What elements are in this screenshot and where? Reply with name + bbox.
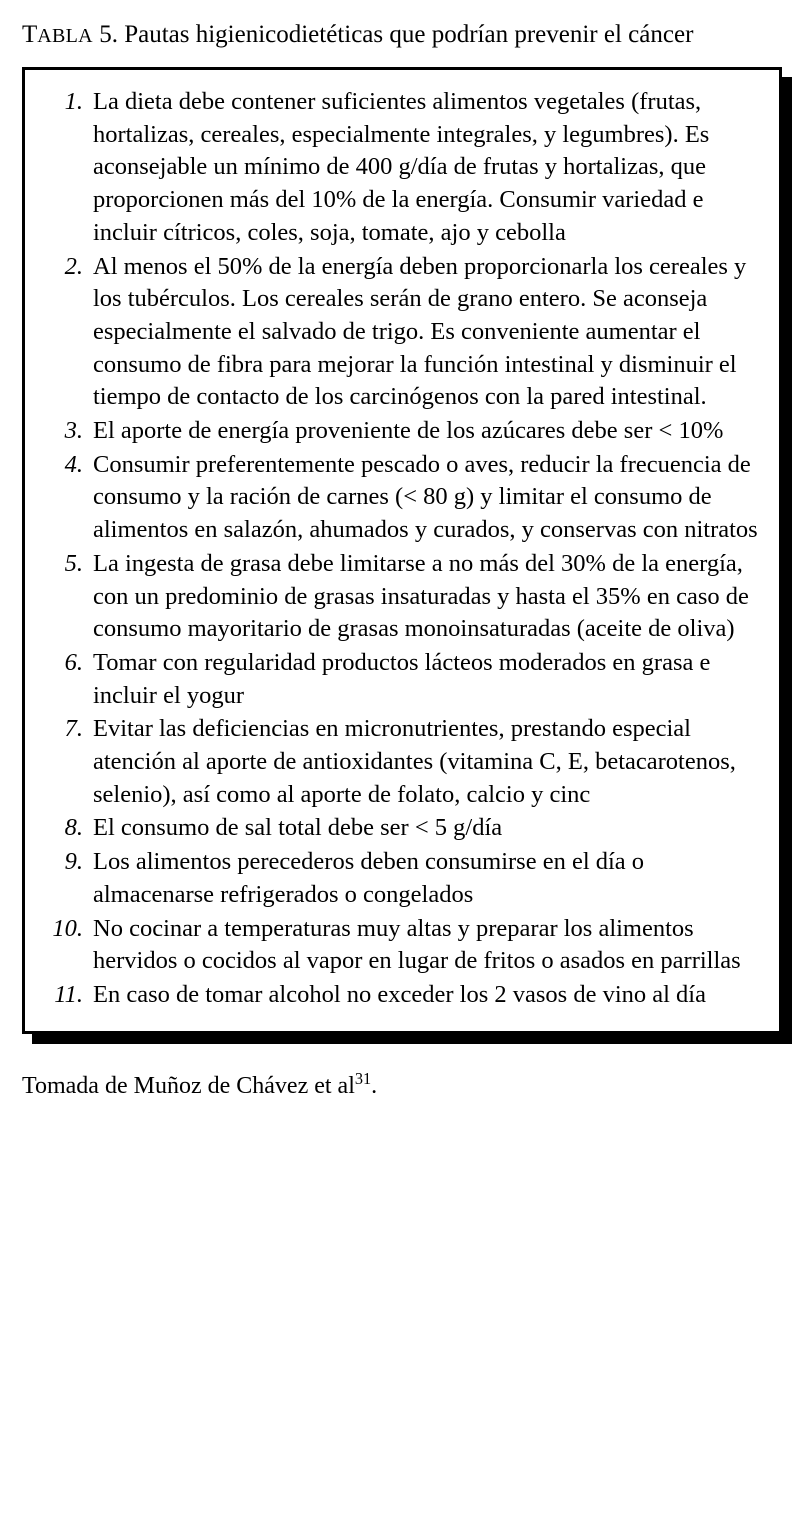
list-item-text: La ingesta de grasa debe limitarse a no más del 30% de la energía, con un predominio de grasas insaturadas y hasta el 35% en caso de consumo mayoritario de grasas monoinsaturadas (aceite de oliva) — [93, 549, 749, 643]
table-caption — [22, 18, 762, 51]
guidelines-list — [43, 86, 761, 1012]
table-source-note — [22, 1068, 783, 1102]
list-item — [43, 979, 761, 1012]
list-item — [43, 415, 761, 448]
list-item-text: La dieta debe contener suficientes alimentos vegetales (frutas, hortalizas, cereales, especialmente integrales, y legumbres). Es aconsejable un mínimo de 400 g/día de frutas y hortalizas, que proporcionen más del 10% de la energía. Consumir variedad e incluir cítricos, coles, soja, tomate, ajo y cebolla — [93, 88, 710, 246]
source-text: Tomada de Muñoz de Chávez et al — [22, 1072, 355, 1099]
list-item-text: Consumir preferentemente pescado o aves, reducir la frecuencia de consumo y la ración de carnes (< 80 g) y limitar el consumo de alimentos en salazón, ahumados y curados, y conservas con nitratos — [93, 450, 758, 544]
list-item — [43, 713, 761, 811]
source-reference: 31 — [354, 1068, 372, 1088]
list-item-text: Tomar con regularidad productos lácteos moderados en grasa e incluir el yogur — [93, 648, 711, 709]
list-item-number: 7. — [64, 715, 83, 743]
list-item-number: 1. — [64, 88, 83, 115]
list-item-text: Evitar las deficiencias en micronutrientes, prestando especial atención al aporte de antioxidantes (vitamina C, E, betacarotenos, selenio), así como al aporte de folato, calcio y cinc — [93, 715, 736, 808]
table-label-rest: ABLA — [37, 25, 93, 47]
list-item-number: 11. — [54, 980, 83, 1008]
list-item — [43, 86, 761, 250]
list-item-text: Los alimentos perecederos deben consumirse en el día o almacenarse refrigerados o congelados — [93, 848, 645, 908]
list-item-text: El consumo de sal total debe ser < 5 g/día — [93, 814, 503, 842]
list-item-number: 6. — [64, 648, 83, 676]
list-item-number: 9. — [64, 848, 83, 876]
table-caption-text: Pautas higienicodietéticas que podrían prevenir el cáncer — [124, 21, 694, 48]
list-item-number: 5. — [64, 549, 83, 577]
list-item-text: En caso de tomar alcohol no exceder los 2 vasos de vino al día — [93, 980, 706, 1008]
list-item — [43, 846, 761, 911]
list-item-text: No cocinar a temperaturas muy altas y preparar los alimentos hervidos o cocidos al vapor en lugar de fritos o asados en parrillas — [93, 914, 741, 975]
list-item-number: 2. — [64, 252, 83, 280]
list-item — [43, 647, 761, 712]
table-number: 5. — [99, 21, 118, 48]
list-item-number: 10. — [52, 914, 83, 942]
list-item-number: 3. — [64, 417, 83, 445]
guidelines-box-wrapper — [22, 67, 782, 1034]
list-item-number: 4. — [64, 450, 83, 478]
guidelines-box — [22, 67, 782, 1034]
list-item — [43, 913, 761, 978]
table-label — [22, 21, 93, 48]
list-item-text: El aporte de energía proveniente de los azúcares debe ser < 10% — [93, 417, 724, 445]
table-label-first-letter: T — [22, 21, 38, 48]
list-item — [43, 251, 761, 415]
list-item-number: 8. — [64, 814, 83, 842]
list-item — [43, 548, 761, 646]
list-item — [43, 812, 761, 845]
list-item — [43, 449, 761, 547]
list-item-text: Al menos el 50% de la energía deben proporcionarla los cereales y los tubérculos. Los cereales serán de grano entero. Se aconseja especialmente el salvado de trigo. Es conveniente aumentar el consumo de fibra para mejorar la función intestinal y disminuir el tiempo de contacto de los carcinógenos con la pared intestinal. — [93, 252, 747, 411]
source-period: . — [371, 1072, 378, 1099]
